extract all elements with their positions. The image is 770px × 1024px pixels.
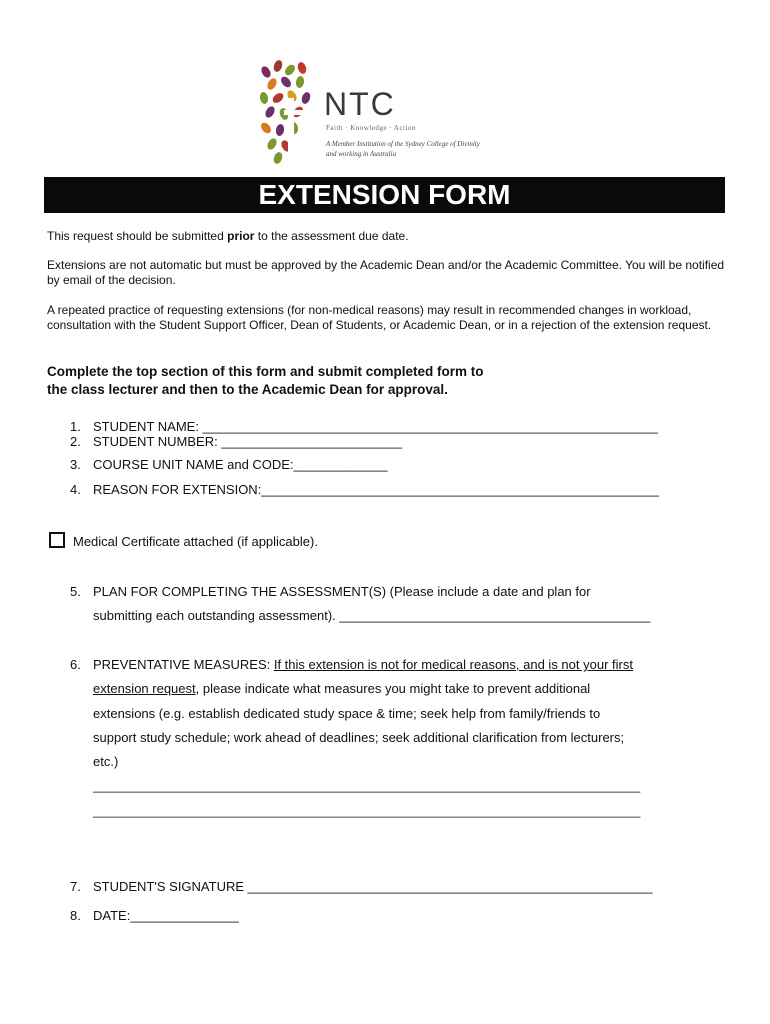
signature-field[interactable] (70, 879, 653, 894)
preventative-answer-line-2[interactable]: __________________________________________________________________________________ (93, 804, 641, 818)
field-number: 6. (70, 657, 81, 672)
logo-name: NTC (324, 86, 396, 122)
instructions-line-2: the class lecturer and then to the Academic Dean for approval. (47, 382, 448, 397)
student-number-field[interactable] (70, 434, 402, 449)
course-unit-field[interactable] (70, 457, 388, 472)
ntc-logo (258, 58, 518, 166)
preventative-line-4: support study schedule; work ahead of deadlines; seek additional clarification from lecturers; (93, 730, 625, 745)
plan-field[interactable] (70, 584, 591, 599)
field-number: 2. (70, 434, 81, 449)
date-field[interactable] (70, 908, 239, 923)
field-label-underlined: extension request (93, 681, 196, 696)
field-label-underlined: If this extension is not for medical reasons, and is not your first (273, 657, 633, 672)
preventative-line-5: etc.) (93, 754, 119, 769)
field-number: 8. (70, 908, 81, 923)
field-number: 7. (70, 879, 81, 894)
preventative-measures-field (70, 657, 633, 672)
preventative-line-3: extensions (e.g. establish dedicated study space & time; seek help from family/friends to (93, 706, 601, 721)
field-number: 1. (70, 419, 81, 434)
plan-field-line-2[interactable]: submitting each outstanding assessment). ___________________________________________ (93, 608, 651, 623)
field-label: COURSE UNIT NAME and CODE:_____________ (93, 457, 388, 472)
intro-paragraph-1 (47, 229, 727, 244)
field-label: STUDENT NAME: _______________________________________________________________ (93, 419, 659, 434)
leaves-icon (258, 58, 320, 166)
medical-certificate-checkbox[interactable] (49, 532, 65, 548)
student-name-field[interactable] (70, 419, 658, 434)
intro-text: to the assessment due date. (254, 229, 409, 243)
logo-subtitle-2: and working in Australia (326, 150, 397, 158)
field-number: 5. (70, 584, 81, 599)
logo-subtitle-1: A Member Institution of the Sydney College of Divinity (326, 140, 480, 148)
form-title: EXTENSION FORM (44, 177, 725, 213)
intro-text: This request should be submitted (47, 229, 228, 243)
field-label: REASON FOR EXTENSION:_______________________________________________________ (93, 482, 659, 497)
field-label: PLAN FOR COMPLETING THE ASSESSMENT(S) (Please include a date and plan for (93, 584, 591, 599)
reason-field[interactable] (70, 482, 659, 497)
logo-tagline: Faith · Knowledge · Action (326, 124, 416, 132)
intro-bold: prior (227, 229, 255, 243)
intro-paragraph-3: A repeated practice of requesting extensions (for non-medical reasons) may result in recommended changes in workload, consultation with the Student Support Officer, Dean of Students, or Academic Dean, or in a rejection of the extension request. (47, 303, 712, 332)
preventative-answer-line-1[interactable]: __________________________________________________________________________________ (93, 779, 641, 793)
medical-certificate-label: Medical Certificate attached (if applicable). (73, 534, 318, 549)
instructions-line-1: Complete the top section of this form and submit completed form to (47, 364, 484, 379)
field-label: , please indicate what measures you might take to prevent additional (195, 681, 591, 696)
preventative-line-2 (93, 681, 590, 696)
instructions (47, 363, 607, 399)
field-label: DATE:_______________ (93, 908, 239, 923)
field-number: 3. (70, 457, 81, 472)
field-label: STUDENT'S SIGNATURE ________________________________________________________ (93, 879, 653, 894)
field-label: PREVENTATIVE MEASURES: (93, 657, 274, 672)
intro-paragraph-2: Extensions are not automatic but must be approved by the Academic Dean and/or the Academic Committee. You will be notified by email of the decision. (47, 258, 725, 287)
field-label: STUDENT NUMBER: _________________________ (93, 434, 403, 449)
field-number: 4. (70, 482, 81, 497)
